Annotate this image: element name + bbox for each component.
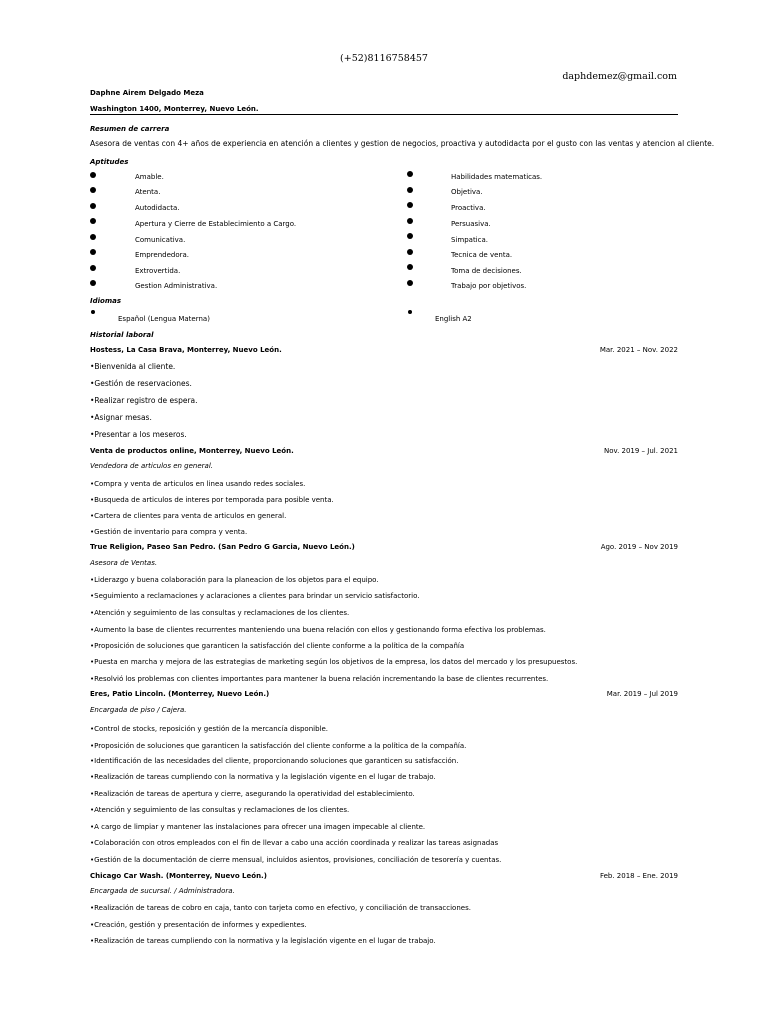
job-item: •Aumento la base de clientes recurrentes manteniendo una buena relación con ellos y gestionando forma efectiva los problemas. xyxy=(90,626,546,634)
bullet-icon xyxy=(407,187,413,193)
job-dates: Mar. 2021 – Nov. 2022 xyxy=(599,346,678,354)
job-item: •Compra y venta de articulos en linea usando redes sociales. xyxy=(90,480,306,488)
bullet-icon xyxy=(90,172,96,178)
job-item: •Colaboración con otros empleados con el fin de llevar a cabo una acción coordinada y realizar las tareas asignadas xyxy=(90,839,499,847)
bullet-icon xyxy=(407,202,413,208)
aptitude-item: Autodidacta. xyxy=(135,204,180,212)
bullet-icon xyxy=(407,249,413,255)
aptitude-item: Gestion Administrativa. xyxy=(135,282,218,290)
job-item: •Identificación de las necesidades del cliente, proporcionando soluciones que garanticen su satisfacción. xyxy=(90,757,459,765)
job-item: •Presentar a los meseros. xyxy=(90,430,187,439)
job-item: •Control de stocks, reposición y gestión de la mercancía disponible. xyxy=(90,725,329,733)
header-divider xyxy=(90,114,678,115)
bullet-icon xyxy=(407,233,413,239)
aptitude-item: Proactiva. xyxy=(451,204,486,212)
job-role: Vendedora de articulos en general. xyxy=(90,462,214,470)
job-item: •Seguimiento a reclamaciones y aclaraciones a clientes para brindar un servicio satisfactorio. xyxy=(90,592,420,600)
phone-number: (+52)8116758457 xyxy=(340,53,428,64)
job-title: Hostess, La Casa Brava, Monterrey, Nuevo León. xyxy=(90,346,282,354)
job-dates: Nov. 2019 – Jul. 2021 xyxy=(603,447,678,455)
job-item: •Atención y seguimiento de las consultas y reclamaciones de los clientes. xyxy=(90,609,350,617)
job-item: •Gestión de reservaciones. xyxy=(90,379,192,388)
aptitude-item: Amable. xyxy=(135,173,164,181)
job-item: •A cargo de limpiar y mantener las instalaciones para ofrecer una imagen impecable al cliente. xyxy=(90,823,426,831)
job-dates: Mar. 2019 – Jul 2019 xyxy=(606,690,678,698)
aptitude-item: Habilidades matematicas. xyxy=(451,173,543,181)
job-item: •Gestión de la documentación de cierre mensual, incluidos asientos, provisiones, conciliación de tesorería y cuentas. xyxy=(90,856,502,864)
aptitude-item: Trabajo por objetivos. xyxy=(451,282,527,290)
bullet-icon xyxy=(90,218,96,224)
aptitude-item: Persuasiva. xyxy=(451,220,491,228)
aptitude-item: Toma de decisiones. xyxy=(451,267,522,275)
bullet-icon xyxy=(408,310,412,314)
job-title: Venta de productos online, Monterrey, Nuevo León. xyxy=(90,447,294,455)
bullet-icon xyxy=(407,218,413,224)
email-address: daphdemez@gmail.com xyxy=(562,71,677,82)
job-item: •Atención y seguimiento de las consultas y reclamaciones de los clientes. xyxy=(90,806,350,814)
job-title: True Religion, Paseo San Pedro. (San Pedro G Garcia, Nuevo León.) xyxy=(90,543,355,551)
job-item: •Resolvió los problemas con clientes importantes para mantener la buena relación incrementando la base de clientes recurrentes. xyxy=(90,675,549,683)
job-dates: Feb. 2018 – Ene. 2019 xyxy=(599,872,678,880)
bullet-icon xyxy=(90,265,96,271)
job-item: •Cartera de clientes para venta de articulos en general. xyxy=(90,512,287,520)
aptitude-item: Comunicativa. xyxy=(135,236,186,244)
bullet-icon xyxy=(90,234,96,240)
job-item: •Gestión de inventario para compra y venta. xyxy=(90,528,248,536)
job-role: Asesora de Ventas. xyxy=(90,559,158,567)
bullet-icon xyxy=(407,280,413,286)
idiomas-heading: Idiomas xyxy=(90,297,122,305)
bullet-icon xyxy=(90,203,96,209)
job-title: Eres, Patio Lincoln. (Monterrey, Nuevo León.) xyxy=(90,690,270,698)
aptitude-item: Tecnica de venta. xyxy=(451,251,513,259)
job-item: •Asignar mesas. xyxy=(90,413,152,422)
bullet-icon xyxy=(90,280,96,286)
address: Washington 1400, Monterrey, Nuevo León. xyxy=(90,105,259,113)
language-item: English A2 xyxy=(435,315,472,323)
aptitude-item: Simpatica. xyxy=(451,236,488,244)
aptitude-item: Atenta. xyxy=(135,188,161,196)
aptitude-item: Apertura y Cierre de Establecimiento a Cargo. xyxy=(135,220,297,228)
job-item: •Realización de tareas de apertura y cierre, asegurando la operatividad del establecimiento. xyxy=(90,790,415,798)
bullet-icon xyxy=(90,249,96,255)
job-item: •Realización de tareas de cobro en caja, tanto con tarjeta como en efectivo, y conciliación de transacciones. xyxy=(90,904,471,912)
job-role: Encargada de sucursal. / Administradora. xyxy=(90,887,235,895)
job-title: Chicago Car Wash. (Monterrey, Nuevo León.) xyxy=(90,872,267,880)
language-item: Español (Lengua Materna) xyxy=(118,315,210,323)
summary-text: Asesora de ventas con 4+ años de experiencia en atención a clientes y gestion de negocios, proactiva y autodidacta por el gusto con las ventas y atencion al cliente. xyxy=(90,139,715,148)
aptitudes-heading: Aptitudes xyxy=(90,158,129,166)
full-name: Daphne Airem Delgado Meza xyxy=(90,89,204,97)
history-heading: Historial laboral xyxy=(90,331,154,339)
job-item: •Busqueda de articulos de interes por temporada para posible venta. xyxy=(90,496,334,504)
job-item: •Realización de tareas cumpliendo con la normativa y la legislación vigente en el lugar de trabajo. xyxy=(90,937,436,945)
bullet-icon xyxy=(407,264,413,270)
job-item: •Puesta en marcha y mejora de las estrategias de marketing según los objetivos de la empresa, los datos del mercado y los presupuestos. xyxy=(90,658,578,666)
job-item: •Proposición de soluciones que garanticen la satisfacción del cliente conforme a la política de la compañía. xyxy=(90,742,467,750)
aptitude-item: Emprendedora. xyxy=(135,251,190,259)
bullet-icon xyxy=(90,187,96,193)
job-dates: Ago. 2019 – Nov 2019 xyxy=(600,543,678,551)
bullet-icon xyxy=(407,171,413,177)
summary-heading: Resumen de carrera xyxy=(90,125,170,133)
job-role: Encargada de piso / Cajera. xyxy=(90,706,187,714)
job-item: •Realización de tareas cumpliendo con la normativa y la legislación vigente en el lugar de trabajo. xyxy=(90,773,436,781)
job-item: •Proposición de soluciones que garanticen la satisfacción del cliente conforme a la política de la compañía xyxy=(90,642,465,650)
aptitude-item: Extrovertida. xyxy=(135,267,181,275)
bullet-icon xyxy=(91,310,95,314)
aptitude-item: Objetiva. xyxy=(451,188,483,196)
job-item: •Realizar registro de espera. xyxy=(90,396,198,405)
job-item: •Creación, gestión y presentación de informes y expedientes. xyxy=(90,921,307,929)
job-item: •Liderazgo y buena colaboración para la planeacion de los objetos para el equipo. xyxy=(90,576,379,584)
job-item: •Bienvenida al cliente. xyxy=(90,362,176,371)
